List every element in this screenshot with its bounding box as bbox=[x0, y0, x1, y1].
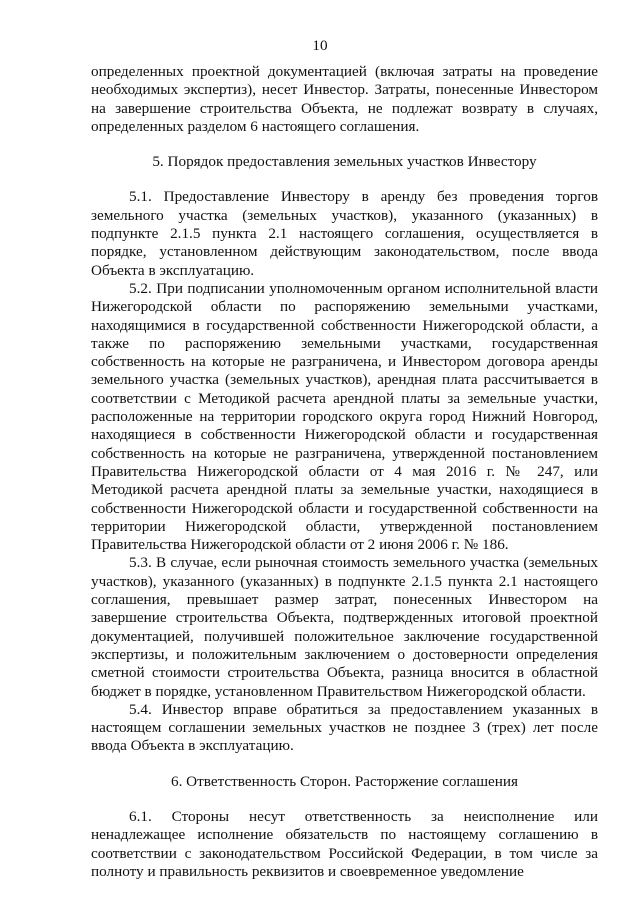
section-5-heading: 5. Порядок предоставления земельных участков Инвестору bbox=[152, 153, 537, 171]
paragraph-5-1: 5.1. Предоставление Инвестору в аренду без проведения торгов земельного участка (земельных участков), указанного (указанных) в подпункте 2.1.5 пункта 2.1 настоящего соглашения, осуществляется в порядке, установленном действующим законодательством, после ввода Объекта в эксплуатацию. bbox=[91, 188, 598, 279]
section-6-heading: 6. Ответственность Сторон. Расторжение соглашения bbox=[170, 772, 518, 790]
page-number: 10 bbox=[312, 37, 328, 54]
paragraph-6-1: 6.1. Стороны несут ответственность за неисполнение или ненадлежащее исполнение обязательств по настоящему соглашению в соответствии с законодательством Российской Федерации, в том числе за полноту и правильность реквизитов и своевременное уведомление bbox=[91, 807, 598, 880]
document-body bbox=[91, 63, 598, 881]
paragraph-5-4: 5.4. Инвестор вправе обратиться за предоставлением указанных в настоящем соглашении земельных участков не позднее 3 (трех) лет после ввода Объекта в эксплуатацию. bbox=[91, 700, 598, 755]
paragraph-continuation: определенных проектной документацией (включая затраты на проведение необходимых экспертиз), несет Инвестор. Затраты, понесенные Инвестором на завершение строительства Объекта, не подлежат возврату в случаях, определенных разделом 6 настоящего соглашения. bbox=[91, 63, 598, 135]
paragraph-5-3: 5.3. В случае, если рыночная стоимость земельного участка (земельных участков), указанного (указанных) в подпункте 2.1.5 пункта 2.1 настоящего соглашения, превышает размер затрат, понесенных Инвестором на завершение строительства Объекта, подтвержденных итоговой проектной документацией, получившей положительное заключение государственной экспертизы, и положительным заключением о достоверности определения сметной стоимости строительства Объекта, разница вносится в областной бюджет в порядке, установленном Правительством Нижегородской области. bbox=[91, 554, 598, 700]
paragraph-5-2: 5.2. При подписании уполномоченным органом исполнительной власти Нижегородской области по распоряжению земельными участками, находящимися в государственной собственности Нижегородской области, а также по распоряжению земельными участками, государственная собственность на которые не разграничена, и Инвестором договора аренды земельного участка (земельных участков), арендная плата рассчитывается в соответствии с Методикой расчета арендной платы за земельные участки, расположенные на территории городского округа город Нижний Новгород, находящиеся в собственности Нижегородской области и государственная собственность на которые не разграничена, утвержденной постановлением Правительства Нижегородской области от 4 мая 2016 г. № 247, или Методикой расчета арендной платы за земельные участки, находящиеся в собственности Нижегородской области и государственной собственности на территории Нижегородской области, утвержденной постановлением Правительства Нижегородской области от 2 июня 2006 г. № 186. bbox=[91, 279, 598, 554]
